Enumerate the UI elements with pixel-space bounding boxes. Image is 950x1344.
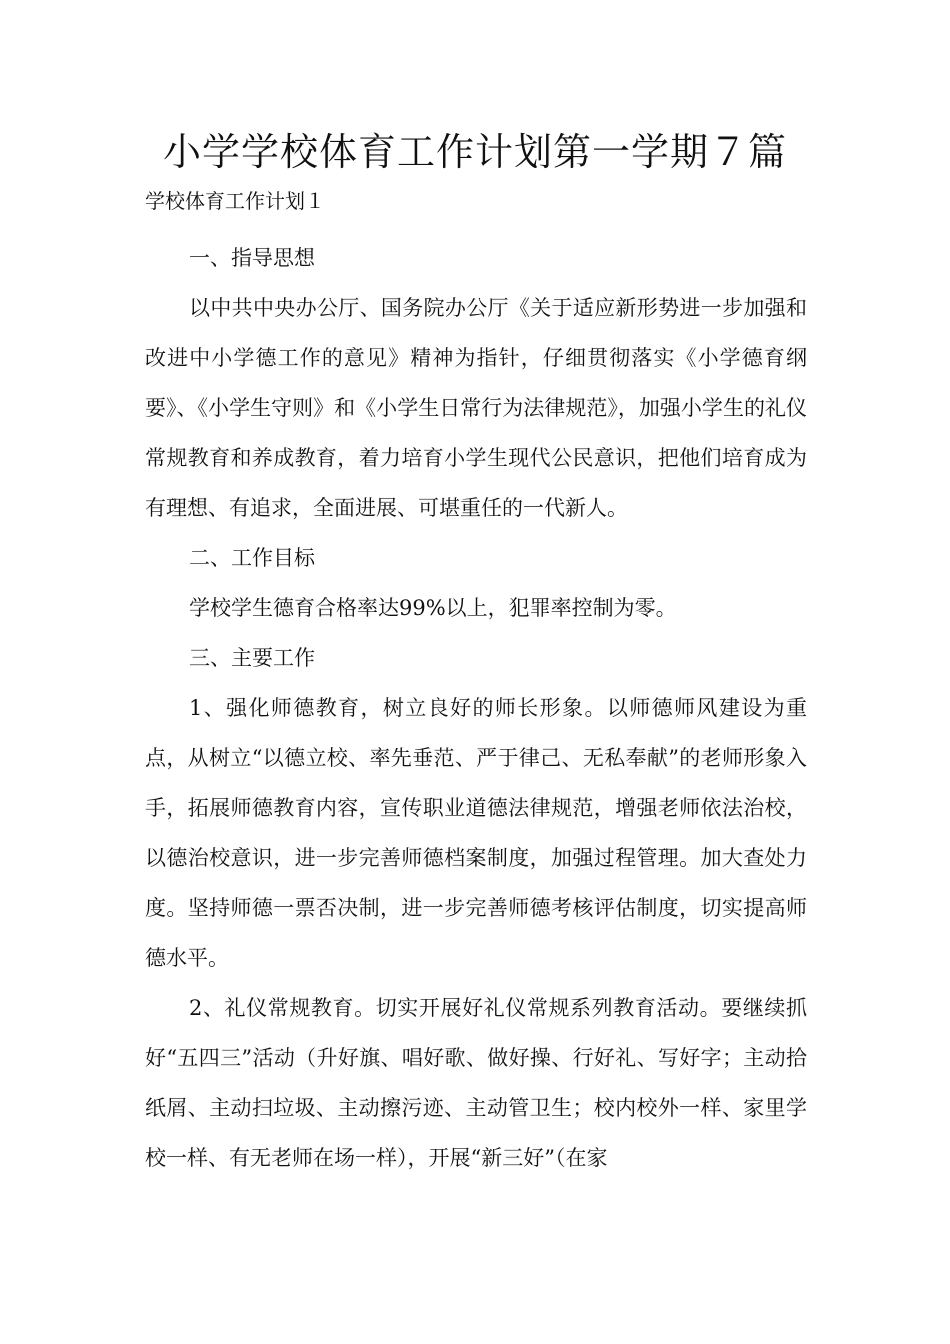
- document-body: [145, 233, 807, 1183]
- document-subtitle: 学校体育工作计划１: [145, 189, 325, 213]
- paragraph-guiding-ideology: 以中共中央办公厅、国务院办公厅《关于适应新形势进一步加强和改进中小学德工作的意见》精神为指针，仔细贯彻落实《小学德育纲要》、《小学生守则》和《小学生日常行为法律规范》，加强小学生的礼仪常规教育和养成教育，着力培育小学生现代公民意识，把他们培育成为有理想、有追求，全面进展、可堪重任的一代新人。: [145, 296, 807, 520]
- section-heading-main-work: 三、主要工作: [189, 646, 315, 670]
- section-heading-guiding-ideology: 一、指导思想: [189, 246, 315, 270]
- paragraph-work-goals: 学校学生德育合格率达99%以上，犯罪率控制为零。: [189, 596, 677, 620]
- section-heading-work-goals: 二、工作目标: [189, 546, 315, 570]
- paragraph-etiquette-education: 2、礼仪常规教育。切实开展好礼仪常规系列教育活动。要继续抓好“五四三”活动（升好旗、唱好歌、做好操、行好礼、写好字；主动拾纸屑、主动扫垃圾、主动擦污迹、主动管卫生；校内校外一样、家里学校一样、有无老师在场一样），开展“新三好”（在家: [145, 996, 807, 1170]
- document-title: 小学学校体育工作计划第一学期７篇: [162, 130, 787, 174]
- paragraph-teacher-ethics: 1、强化师德教育，树立良好的师长形象。以师德师风建设为重点，从树立“以德立校、率先垂范、严于律己、无私奉献”的老师形象入手，拓展师德教育内容，宣传职业道德法律规范，增强老师依法治校，以德治校意识，进一步完善师德档案制度，加强过程管理。加大查处力度。坚持师德一票否决制，进一步完善师德考核评估制度，切实提高师德水平。: [145, 696, 807, 970]
